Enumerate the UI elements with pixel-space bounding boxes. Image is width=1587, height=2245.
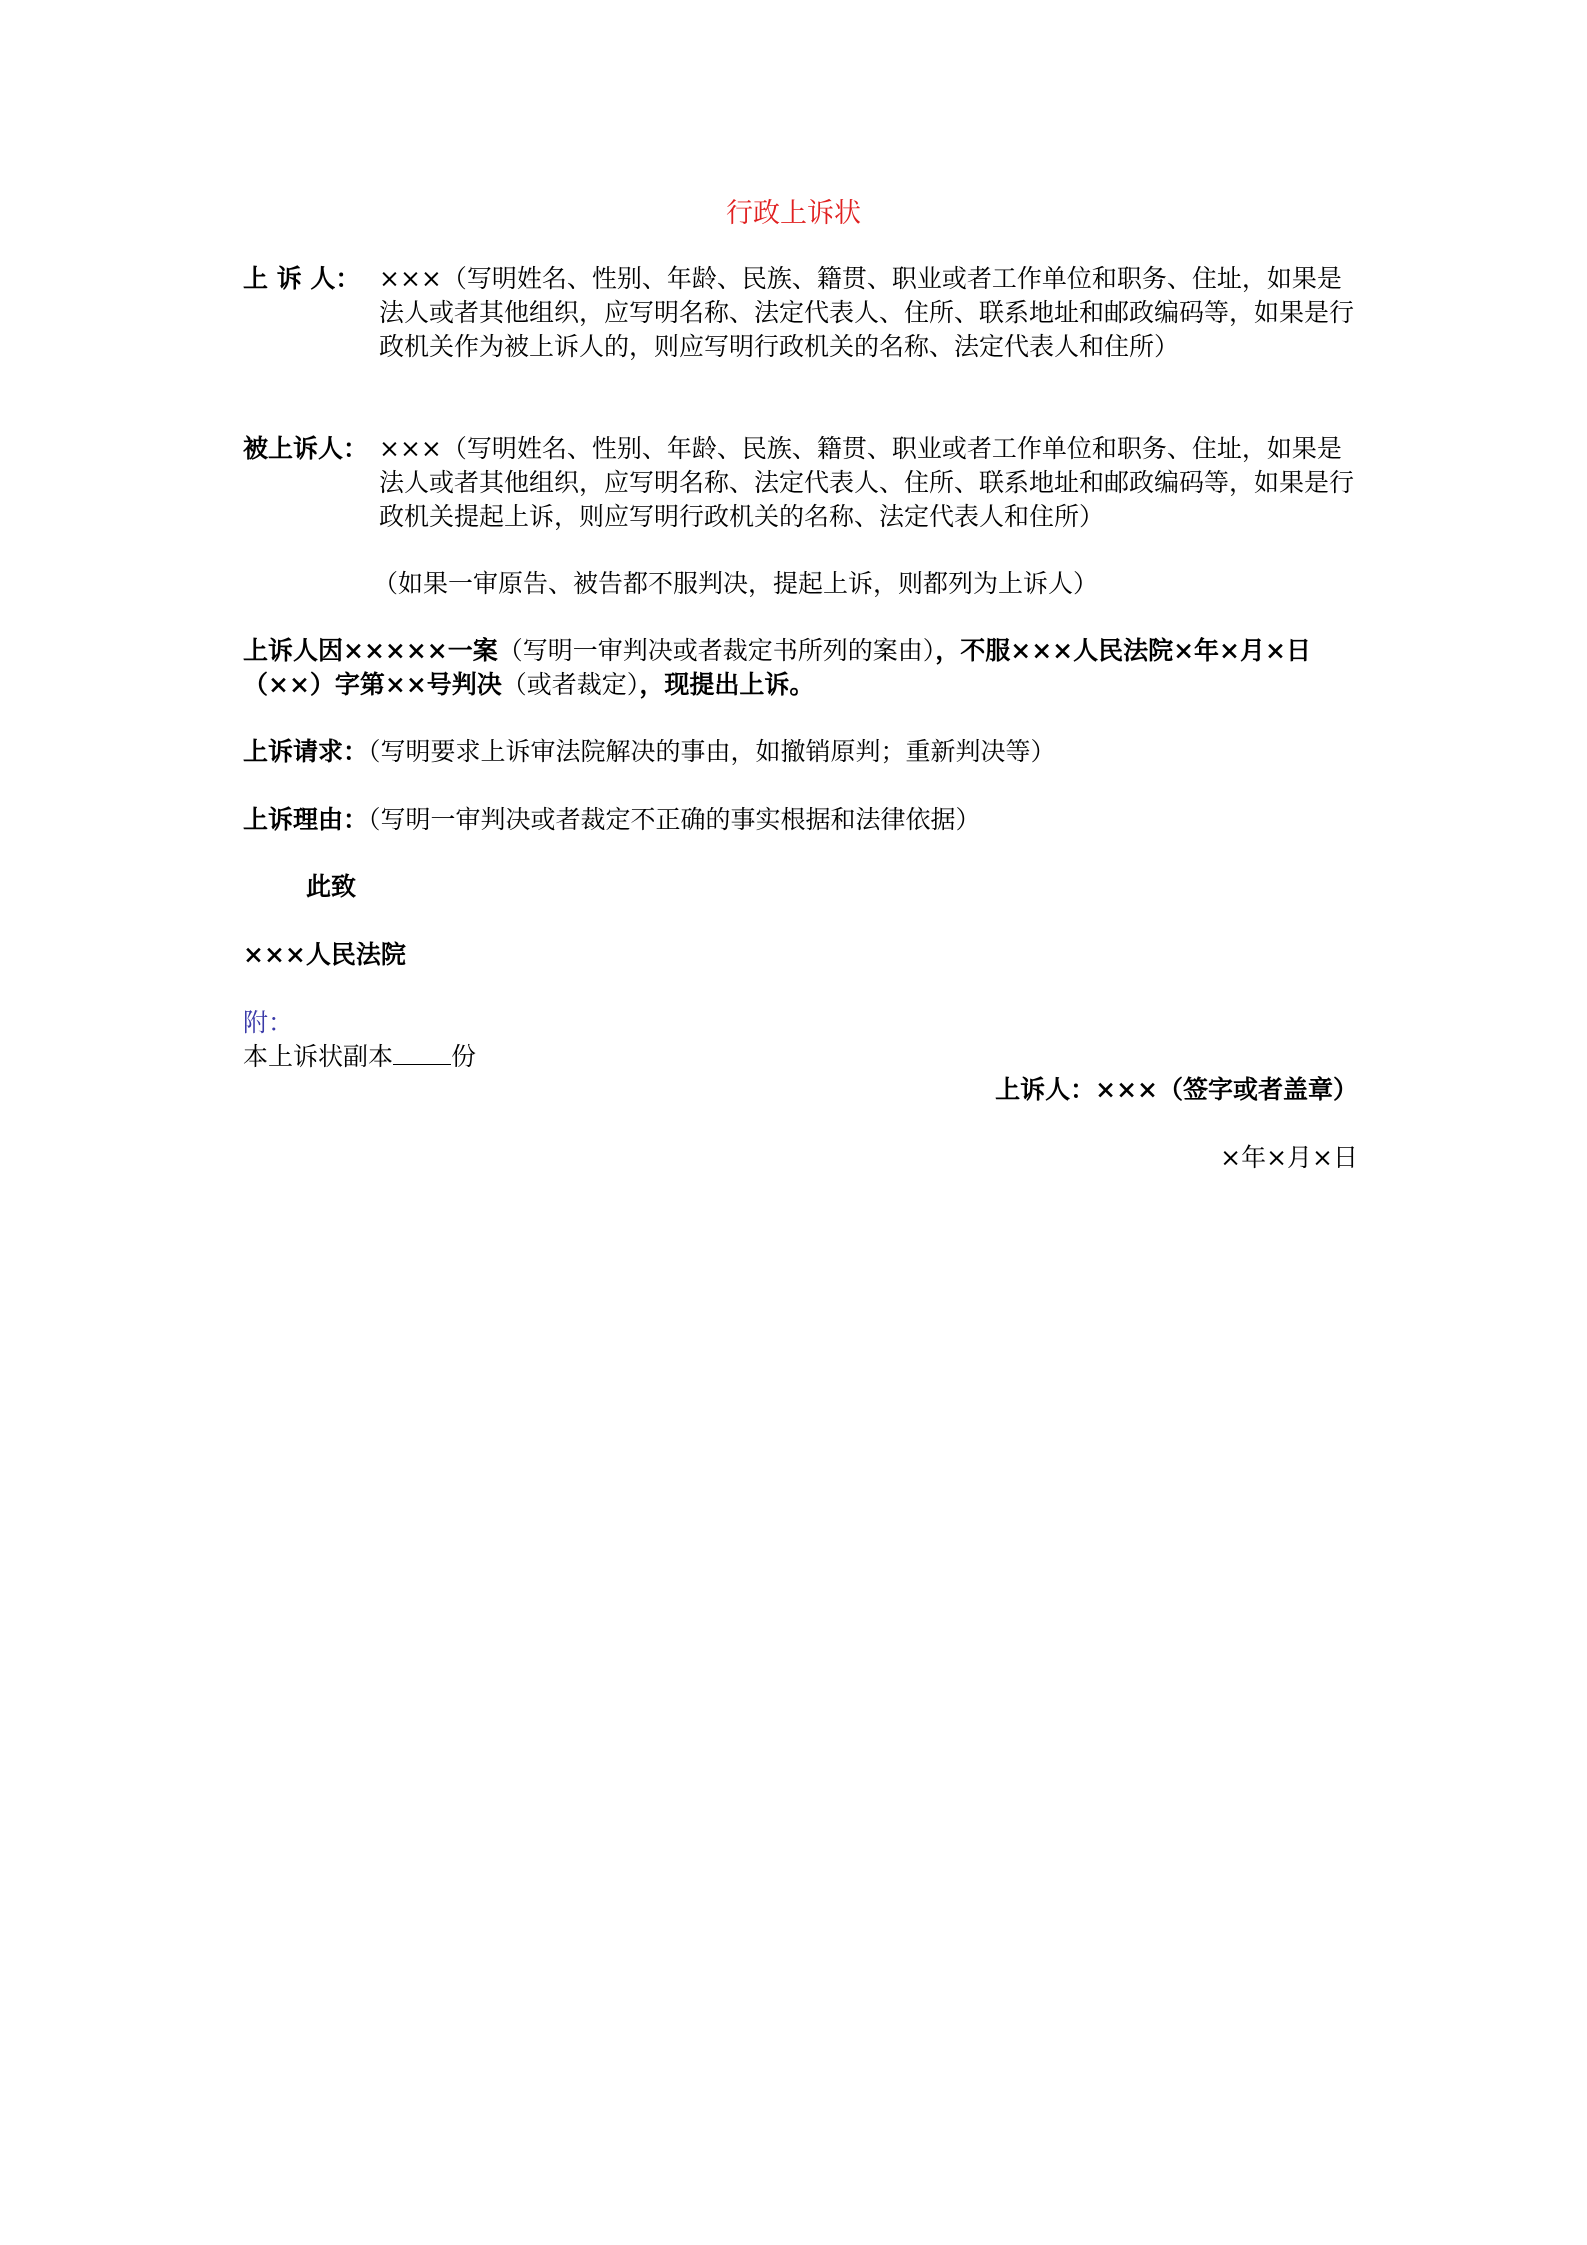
appendix-item-suffix: 份 xyxy=(451,1042,477,1071)
case-part-3: ，不服×××人民法院×年×月×日（××）字第××号判决 xyxy=(243,636,1311,699)
appellant-label: 上 诉 人： xyxy=(243,264,361,293)
signature-line: 上诉人：×××（签字或者盖章） xyxy=(995,1075,1358,1104)
request-label: 上诉请求： xyxy=(243,737,369,766)
appendix-item xyxy=(243,1040,476,1074)
request-text: （写明要求上诉审法院解决的事由，如撤销原判；重新判决等） xyxy=(368,737,1056,766)
reason-label: 上诉理由： xyxy=(243,805,369,834)
request-section xyxy=(243,735,1358,769)
appendix-item-prefix: 本上诉状副本 xyxy=(243,1042,394,1071)
document-title: 行政上诉状 xyxy=(726,198,861,229)
case-part-1: 上诉人因×××××一案 xyxy=(243,636,498,665)
salutation: 此致 xyxy=(306,872,357,901)
reason-text: （写明一审判决或者裁定不正确的事实根据和法律依据） xyxy=(368,805,981,834)
appellee-section xyxy=(243,432,1358,534)
appellant-text: ×××（写明姓名、性别、年龄、民族、籍贯、职业或者工作单位和职务、住址，如果是法人或者其他组织，应写明名称、法定代表人、住所、联系地址和邮政编码等，如果是行政机关作为被上诉人的，则应写明行政机关的名称、法定代表人和住所） xyxy=(379,264,1355,361)
appellee-label: 被上诉人： xyxy=(243,434,369,463)
appendix-label: 附： xyxy=(243,1008,294,1037)
copies-blank xyxy=(393,1042,451,1065)
joint-appeal-note: （如果一审原告、被告都不服判决，提起上诉，则都列为上诉人） xyxy=(373,569,1099,598)
reason-section xyxy=(243,803,1358,837)
date-line: ×年×月×日 xyxy=(1220,1143,1358,1172)
appellee-text: ×××（写明姓名、性别、年龄、民族、籍贯、职业或者工作单位和职务、住址，如果是法人或者其他组织，应写明名称、法定代表人、住所、联系地址和邮政编码等，如果是行政机关提起上诉，则应写明行政机关的名称、法定代表人和住所） xyxy=(379,434,1355,531)
case-part-5: ，现提出上诉。 xyxy=(639,670,815,699)
case-part-4: （或者裁定） xyxy=(501,670,640,699)
court-name: ×××人民法院 xyxy=(243,940,406,969)
case-part-2: （写明一审判决或者裁定书所列的案由） xyxy=(497,636,936,665)
appellant-section xyxy=(243,262,1358,364)
case-statement xyxy=(243,634,1358,702)
